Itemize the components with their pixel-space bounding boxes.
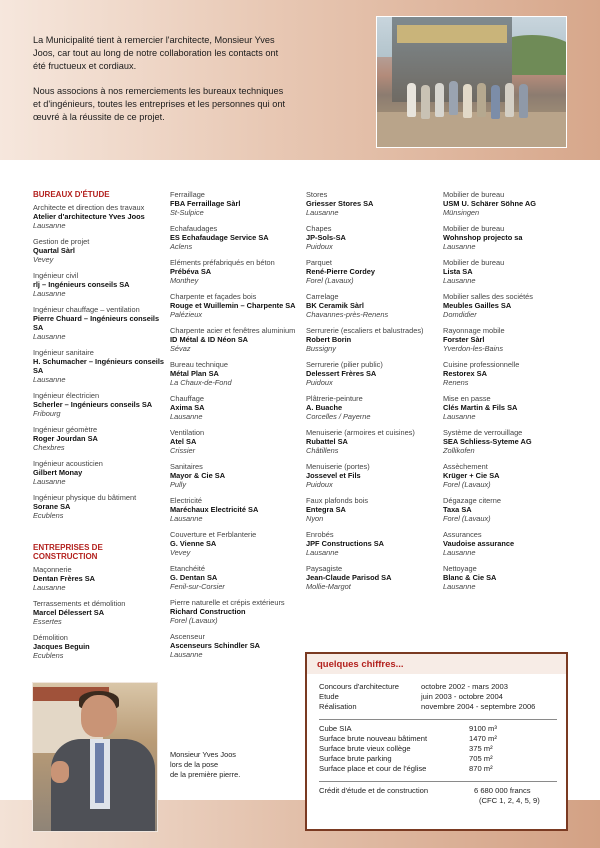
- entry-location: Lausanne: [306, 208, 339, 217]
- credit-entry: [170, 632, 305, 659]
- figure-label: Réalisation: [319, 702, 357, 712]
- credit-entry: [33, 237, 168, 264]
- credit-entry: [443, 326, 573, 353]
- key-figures-title: quelques chiffres...: [317, 659, 404, 670]
- entry-name: FBA Ferraillage Sàrl: [170, 199, 241, 208]
- photo-person: [421, 85, 430, 119]
- photo-person: [407, 83, 416, 117]
- credit-entry: [33, 425, 168, 452]
- credit-entry: [33, 271, 168, 298]
- credit-entry: [170, 496, 305, 523]
- thanks-paragraph-2: Nous associons à nos remerciements les bureaux techniques et d'ingénieurs, toutes les entreprises et les personnes qui ont œuvré à la réussite de ce projet.: [33, 85, 286, 123]
- entry-location: Lausanne: [170, 650, 203, 659]
- credit-entry: [170, 258, 305, 285]
- section-title-entreprises: ENTREPRISES DE CONSTRUCTION: [33, 543, 103, 561]
- credit-value: 6 680 000 francs: [474, 785, 531, 795]
- credits-column-3: [306, 190, 441, 598]
- credit-entry: [33, 391, 168, 418]
- figure-label: Surface brute nouveau bâtiment: [319, 733, 428, 743]
- entry-name: SEA Schliess-Syteme AG: [443, 437, 532, 446]
- photo-person: [449, 81, 458, 115]
- entry-name: ES Echafaudage Service SA: [170, 233, 269, 242]
- entry-name: Pierre Chuard – Ingénieurs conseils SA: [33, 314, 160, 332]
- entry-role: Ventilation: [170, 428, 205, 437]
- entry-role: Nettoyage: [443, 564, 477, 573]
- architect-photo: [32, 682, 158, 832]
- entry-role: Assèchement: [443, 462, 488, 471]
- credit-entry: [443, 564, 573, 591]
- entry-role: Ingénieur géomètre: [33, 425, 98, 434]
- divider: [319, 781, 557, 782]
- credit-entry: [33, 565, 168, 592]
- entry-name: rlj – Ingénieurs conseils SA: [33, 280, 130, 289]
- figure-row: [319, 744, 557, 754]
- entry-location: Lausanne: [33, 332, 66, 341]
- caption-line-1: Monsieur Yves Joos: [170, 750, 237, 759]
- photo-caption: [170, 750, 240, 780]
- entry-location: Forel (Lavaux): [306, 276, 354, 285]
- photo-face: [81, 695, 117, 737]
- entry-name: René-Pierre Cordey: [306, 267, 376, 276]
- entry-role: Charpente et façades bois: [170, 292, 257, 301]
- entry-role: Architecte et direction des travaux: [33, 203, 145, 212]
- credit-entry: [33, 459, 168, 486]
- entry-location: Palézieux: [170, 310, 203, 319]
- caption-line-3: de la première pierre.: [170, 770, 241, 779]
- figure-value: 1470 m²: [469, 733, 497, 743]
- credit-entry: [443, 394, 573, 421]
- photo-person: [477, 83, 486, 117]
- entry-location: Puidoux: [306, 242, 333, 251]
- entry-role: Ingénieur électricien: [33, 391, 100, 400]
- entry-location: Ecublens: [33, 651, 64, 660]
- entry-role: Parquet: [306, 258, 332, 267]
- entry-name: Marcel Délessert SA: [33, 608, 105, 617]
- entry-role: Ingénieur chauffage – ventilation: [33, 305, 140, 314]
- entry-location: Lausanne: [33, 583, 66, 592]
- credit-entry: [443, 190, 573, 217]
- entry-name: Métal Plan SA: [170, 369, 219, 378]
- figure-value: 870 m²: [469, 764, 493, 774]
- entry-role: Paysagiste: [306, 564, 343, 573]
- entry-name: Meubles Gailles SA: [443, 301, 512, 310]
- entry-location: Vevey: [170, 548, 191, 557]
- bureaux-list: [33, 203, 168, 520]
- entry-role: Pierre naturelle et crépis extérieurs: [170, 598, 285, 607]
- header-band: [0, 0, 600, 160]
- credit-entry: [306, 258, 441, 285]
- entry-role: Ingénieur acousticien: [33, 459, 103, 468]
- entry-location: Aclens: [170, 242, 193, 251]
- entry-role: Cuisine professionnelle: [443, 360, 520, 369]
- entry-location: Chavannes-près-Renens: [306, 310, 389, 319]
- entry-name: Sorane SA: [33, 502, 71, 511]
- entry-name: Blanc & Cie SA: [443, 573, 497, 582]
- entry-name: Forster Sàrl: [443, 335, 485, 344]
- figure-row: [319, 734, 557, 744]
- figure-row: [319, 764, 557, 774]
- figure-value: 9100 m³: [469, 723, 497, 733]
- entry-location: Lausanne: [33, 477, 66, 486]
- entry-location: Lausanne: [443, 242, 476, 251]
- entry-location: Renens: [443, 378, 469, 387]
- entry-location: Fribourg: [33, 409, 61, 418]
- entry-name: H. Schumacher – Ingénieurs conseils SA: [33, 357, 165, 375]
- credit-entry: [170, 530, 305, 557]
- entry-name: Roger Jourdan SA: [33, 434, 98, 443]
- figure-row: [319, 754, 557, 764]
- entry-role: Ascenseur: [170, 632, 205, 641]
- credit-label: Crédit d'étude et de construction: [319, 785, 429, 795]
- credits-column-4: [443, 190, 573, 598]
- entry-role: Eléments préfabriqués en béton: [170, 258, 275, 267]
- credit-entry: [170, 428, 305, 455]
- entry-name: G. Dentan SA: [170, 573, 218, 582]
- key-figures-box: [305, 652, 568, 831]
- figure-row: [319, 692, 557, 702]
- entry-name: Quartal Sàrl: [33, 246, 75, 255]
- entry-location: Sévaz: [170, 344, 191, 353]
- entry-name: Taxa SA: [443, 505, 472, 514]
- entry-name: Atelier d'architecture Yves Joos: [33, 212, 145, 221]
- entry-location: Zollikofen: [443, 446, 475, 455]
- entry-location: Puidoux: [306, 378, 333, 387]
- entreprises-list: [33, 565, 168, 660]
- photo-person: [435, 83, 444, 117]
- entry-role: Etanchéité: [170, 564, 205, 573]
- header-text: [33, 34, 293, 135]
- entry-location: Mollie-Margot: [306, 582, 351, 591]
- figure-row: [319, 702, 557, 712]
- figure-row: [319, 682, 557, 692]
- entry-role: Plâtrerie-peinture: [306, 394, 363, 403]
- credit-entry: [306, 292, 441, 319]
- credit-entry: [170, 360, 305, 387]
- section-title-bureaux: BUREAUX D'ÉTUDE: [33, 190, 110, 199]
- credit-entry: [306, 530, 441, 557]
- entry-name: Lista SA: [443, 267, 473, 276]
- dates-block: [319, 682, 557, 713]
- figure-value: juin 2003 - octobre 2004: [421, 692, 503, 702]
- entry-location: Forel (Lavaux): [443, 514, 491, 523]
- entry-role: Couverture et Ferblanterie: [170, 530, 257, 539]
- entry-location: Monthey: [170, 276, 199, 285]
- entry-location: Puidoux: [306, 480, 333, 489]
- credit-entry: [443, 428, 573, 455]
- entry-location: Domdidier: [443, 310, 477, 319]
- photo-person: [519, 84, 528, 118]
- entry-name: Jacques Beguin: [33, 642, 90, 651]
- entry-name: Vaudoise assurance: [443, 539, 515, 548]
- figure-value: octobre 2002 - mars 2003: [421, 682, 508, 691]
- credit-entry: [306, 428, 441, 455]
- entry-name: Krüger + Cie SA: [443, 471, 500, 480]
- entry-location: Lausanne: [443, 276, 476, 285]
- entry-location: Lausanne: [33, 289, 66, 298]
- entry-location: Corcelles / Payerne: [306, 412, 371, 421]
- credit-entry: [306, 462, 441, 489]
- entry-role: Faux plafonds bois: [306, 496, 369, 505]
- entry-name: Rouge et Wuillemin – Charpente SA: [170, 301, 296, 310]
- credit-entry: [33, 633, 168, 660]
- entry-location: Lausanne: [306, 548, 339, 557]
- figure-label: Cube SIA: [319, 723, 352, 733]
- entry-role: Rayonnage mobile: [443, 326, 505, 335]
- entry-name: JP-Sols-SA: [306, 233, 346, 242]
- entry-location: Ecublens: [33, 511, 64, 520]
- divider: [319, 719, 557, 720]
- credit-entry: [33, 348, 168, 384]
- credit-entry: [443, 292, 573, 319]
- photo-person: [463, 84, 472, 118]
- credit-entry: [443, 530, 573, 557]
- entry-name: Clés Martin & Fils SA: [443, 403, 518, 412]
- figure-value: 705 m²: [469, 754, 493, 764]
- photo-hand: [51, 761, 69, 783]
- entry-location: St-Sulpice: [170, 208, 204, 217]
- entry-role: Menuiserie (portes): [306, 462, 370, 471]
- entry-location: Fenil-sur-Corsier: [170, 582, 225, 591]
- entry-location: Lausanne: [443, 548, 476, 557]
- credit-note: (CFC 1, 2, 4, 5, 9): [479, 795, 540, 805]
- entry-role: Ingénieur sanitaire: [33, 348, 94, 357]
- entry-role: Ferraillage: [170, 190, 205, 199]
- entry-role: Carrelage: [306, 292, 339, 301]
- entry-location: Lausanne: [170, 412, 203, 421]
- photo-beam: [397, 25, 507, 43]
- entry-location: La Chaux-de-Fond: [170, 378, 232, 387]
- entry-name: Jossevel et Fils: [306, 471, 361, 480]
- entry-location: Essertes: [33, 617, 62, 626]
- section-gap: [33, 527, 168, 543]
- entry-location: Lausanne: [443, 412, 476, 421]
- figure-value: 375 m²: [469, 743, 493, 753]
- photo-person: [491, 85, 500, 119]
- figure-label: Surface place et cour de l'église: [319, 764, 427, 774]
- entry-role: Sanitaires: [170, 462, 203, 471]
- entry-role: Ingénieur physique du bâtiment: [33, 493, 137, 502]
- entry-location: Crissier: [170, 446, 196, 455]
- entry-location: Châtillens: [306, 446, 339, 455]
- entry-location: Lausanne: [33, 375, 66, 384]
- thanks-paragraph-1: La Municipalité tient à remercier l'architecte, Monsieur Yves Joos, car tout au long de notre collaboration les contacts ont été fructueux et cordiaux.: [33, 35, 279, 72]
- credit-entry: [443, 462, 573, 489]
- credit-entry: [443, 258, 573, 285]
- entry-role: Mobilier de bureau: [443, 224, 505, 233]
- entry-role: Serrurerie (escaliers et balustrades): [306, 326, 424, 335]
- credit-entry: [443, 224, 573, 251]
- entry-name: Maréchaux Electricité SA: [170, 505, 259, 514]
- entry-role: Gestion de projet: [33, 237, 90, 246]
- credit-entry: [33, 203, 168, 230]
- entry-role: Assurances: [443, 530, 482, 539]
- entry-role: Chauffage: [170, 394, 204, 403]
- entry-location: Münsingen: [443, 208, 480, 217]
- credit-entry: [306, 394, 441, 421]
- entry-role: Charpente acier et fenêtres aluminium: [170, 326, 296, 335]
- construction-team-photo: [376, 16, 567, 148]
- figure-label: Etude: [319, 692, 339, 702]
- entry-name: Wohnshop projecto sa: [443, 233, 523, 242]
- figure-label: Surface brute vieux collège: [319, 743, 411, 753]
- credit-entry: [306, 326, 441, 353]
- credit-entry: [33, 305, 168, 341]
- entry-role: Bureau technique: [170, 360, 228, 369]
- entry-location: Forel (Lavaux): [170, 616, 218, 625]
- credits-column-1: [33, 190, 168, 667]
- entry-role: Terrassements et démolition: [33, 599, 126, 608]
- entry-name: Entegra SA: [306, 505, 346, 514]
- entry-name: Atel SA: [170, 437, 197, 446]
- entry-role: Serrurerie (pilier public): [306, 360, 383, 369]
- figure-label: Concours d'architecture: [319, 682, 399, 691]
- entry-name: Mayor & Cie SA: [170, 471, 226, 480]
- entry-name: Robert Borin: [306, 335, 352, 344]
- figure-value: novembre 2004 - septembre 2006: [421, 702, 536, 712]
- entry-role: Electricité: [170, 496, 203, 505]
- credit-entry: [33, 493, 168, 520]
- credit-entry: [443, 496, 573, 523]
- entry-name: JPF Constructions SA: [306, 539, 385, 548]
- entry-name: BK Ceramik Sàrl: [306, 301, 364, 310]
- entry-name: ID Métal & ID Néon SA: [170, 335, 249, 344]
- entry-location: Bussigny: [306, 344, 336, 353]
- credit-entry: [170, 564, 305, 591]
- credit-entry: [170, 326, 305, 353]
- entry-role: Système de verrouillage: [443, 428, 523, 437]
- entry-location: Nyon: [306, 514, 324, 523]
- credit-entry: [170, 224, 305, 251]
- entry-name: Rubattel SA: [306, 437, 348, 446]
- entry-name: Axima SA: [170, 403, 205, 412]
- credit-entry: [306, 190, 441, 217]
- entry-name: Richard Construction: [170, 607, 246, 616]
- entry-location: Lausanne: [33, 221, 66, 230]
- entry-name: Scherler – Ingénieurs conseils SA: [33, 400, 153, 409]
- entry-role: Stores: [306, 190, 328, 199]
- credit-entry: [170, 598, 305, 625]
- key-figures-body: [319, 682, 557, 806]
- entry-role: Menuiserie (armoires et cuisines): [306, 428, 415, 437]
- areas-block: [319, 724, 557, 775]
- entry-role: Démolition: [33, 633, 68, 642]
- entry-role: Chapes: [306, 224, 332, 233]
- credit-row: [319, 786, 557, 796]
- entry-name: Restorex SA: [443, 369, 487, 378]
- credit-entry: [170, 394, 305, 421]
- credit-entry: [170, 462, 305, 489]
- entry-name: G. Vienne SA: [170, 539, 217, 548]
- entry-name: Griesser Stores SA: [306, 199, 374, 208]
- credit-entry: [443, 360, 573, 387]
- entry-name: Jean-Claude Parisod SA: [306, 573, 392, 582]
- entry-role: Maçonnerie: [33, 565, 72, 574]
- entry-role: Dégazage citerne: [443, 496, 501, 505]
- entry-role: Mobilier de bureau: [443, 190, 505, 199]
- entry-location: Vevey: [33, 255, 54, 264]
- entry-name: Delessert Frères SA: [306, 369, 377, 378]
- entry-location: Yverdon-les-Bains: [443, 344, 504, 353]
- entry-location: Forel (Lavaux): [443, 480, 491, 489]
- credit-note-row: [319, 796, 557, 806]
- photo-tie: [95, 743, 104, 803]
- entry-role: Mobilier de bureau: [443, 258, 505, 267]
- entry-location: Lausanne: [443, 582, 476, 591]
- credit-entry: [170, 190, 305, 217]
- entry-role: Ingénieur civil: [33, 271, 79, 280]
- figure-label: Surface brute parking: [319, 754, 392, 764]
- figure-row: [319, 724, 557, 734]
- entry-location: Lausanne: [170, 514, 203, 523]
- credit-entry: [306, 224, 441, 251]
- caption-line-2: lors de la pose: [170, 760, 219, 769]
- entry-location: Chexbres: [33, 443, 65, 452]
- entry-role: Enrobés: [306, 530, 334, 539]
- credit-entry: [306, 496, 441, 523]
- entry-role: Echafaudages: [170, 224, 218, 233]
- entry-name: Prébéva SA: [170, 267, 212, 276]
- entry-name: Gilbert Monay: [33, 468, 83, 477]
- photo-person: [505, 83, 514, 117]
- entry-role: Mobilier salles des sociétés: [443, 292, 533, 301]
- credit-entry: [306, 360, 441, 387]
- credits-column-2: [170, 190, 305, 666]
- entry-role: Mise en passe: [443, 394, 491, 403]
- credit-entry: [170, 292, 305, 319]
- entry-name: Ascenseurs Schindler SA: [170, 641, 260, 650]
- entry-name: A. Buache: [306, 403, 343, 412]
- credit-entry: [33, 599, 168, 626]
- entry-name: USM U. Schärer Söhne AG: [443, 199, 536, 208]
- entry-name: Dentan Frères SA: [33, 574, 96, 583]
- credit-entry: [306, 564, 441, 591]
- entry-location: Pully: [170, 480, 187, 489]
